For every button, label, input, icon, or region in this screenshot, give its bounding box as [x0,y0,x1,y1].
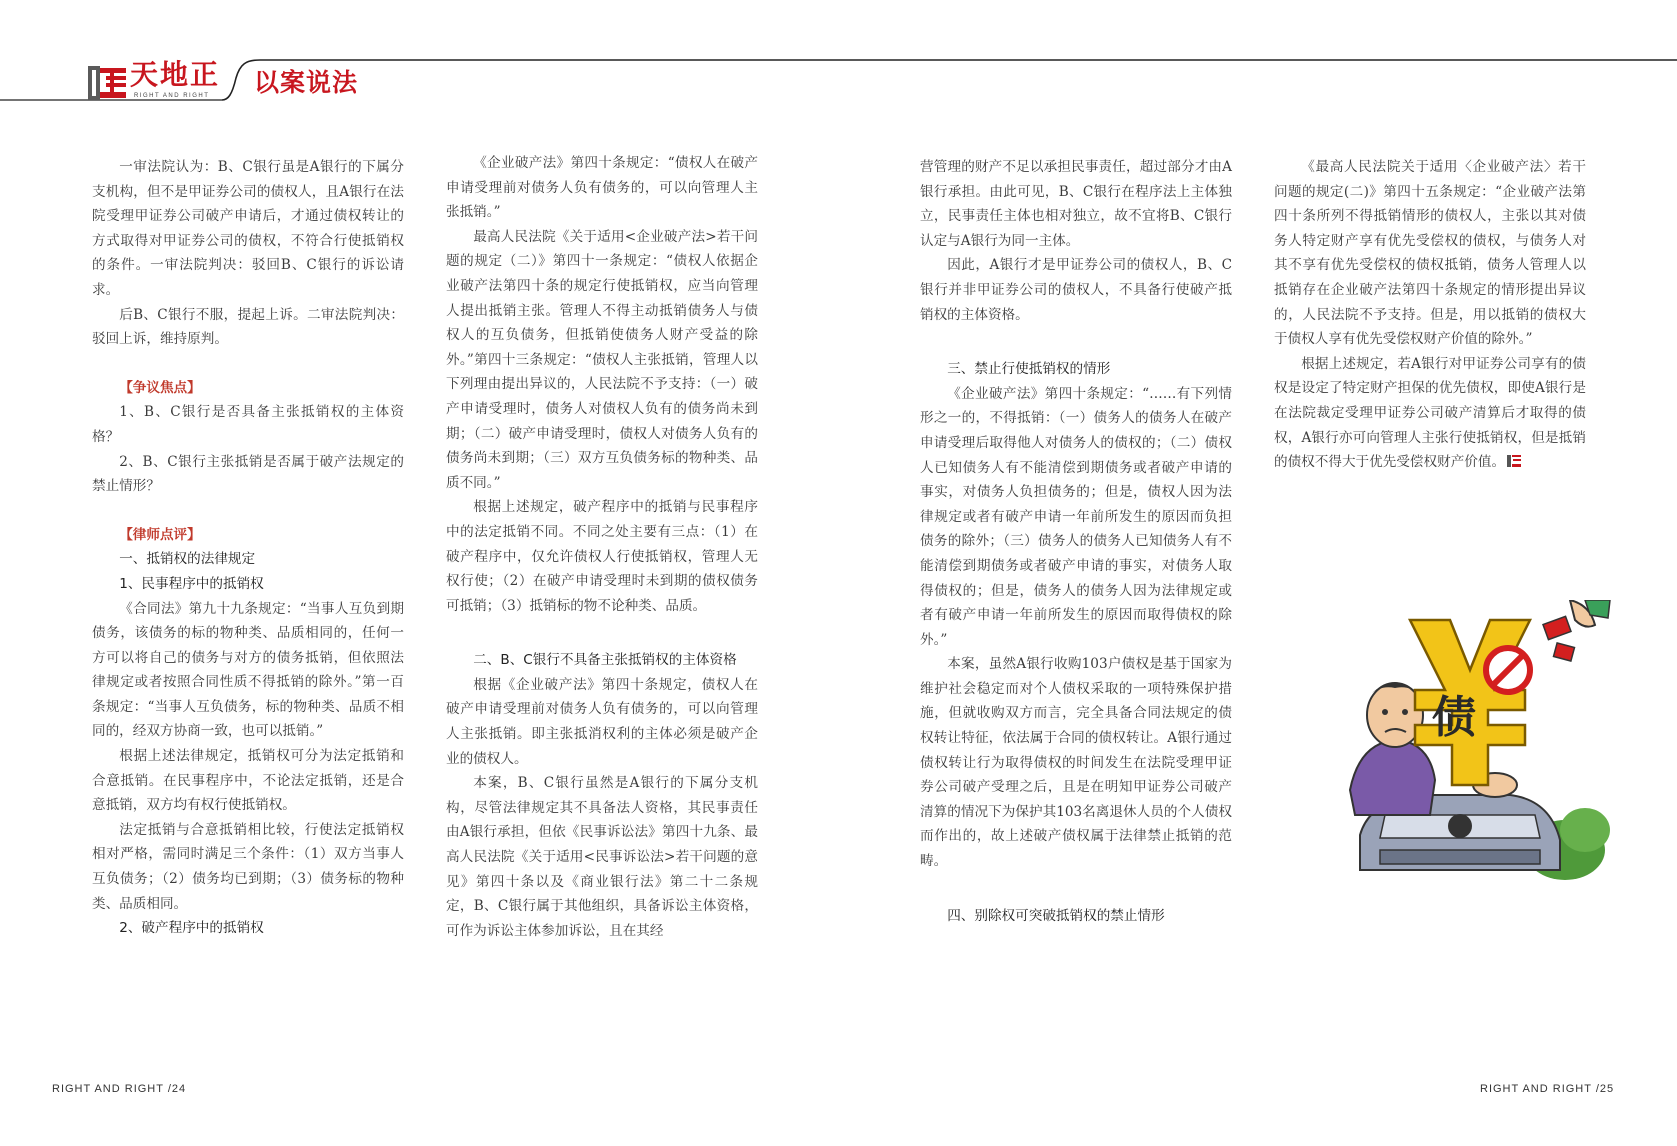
page-header [0,0,1677,120]
paragraph: 后B、C银行不服，提起上诉。二审法院判决：驳回上诉，维持原判。 [92,306,404,348]
paragraph: 《企业破产法》第四十条规定：“债权人在破产申请受理前对债务人负有债务的，可以向管理人主张抵销。” [446,155,758,221]
column-4 [1274,155,1586,475]
subheading: 二、B、C银行不具备主张抵销权的主体资格 [473,652,737,669]
paragraph: 根据《企业破产法》第四十条规定，债权人在破产申请受理前对债务人负有债务的，可以向管理人主张抵销。即主张抵消权利的主体必须是破产企业的债权人。 [446,676,758,767]
paragraph: 一审法院认为：B、C银行虽是A银行的下属分支机构，但不是甲证券公司的债权人，且A银行在法院受理甲证券公司破产申请后，才通过债权转让的方式取得对甲证券公司的债权，不符合行使抵销权的条件。一审法院判决：驳回B、C银行的诉讼请求。 [92,159,404,298]
subheading: 2、破产程序中的抵销权 [119,920,264,937]
paragraph-text: 根据上述规定，若A银行对甲证券公司享有的债权是设定了特定财产担保的优先债权，即使A银行是在法院裁定受理甲证券公司破产清算后才取得的债权，A银行亦可向管理人主张行使抵销权，但是抵销的债权不得大于优先受偿权财产价值。 [1274,355,1586,471]
illustration-glyph: 债 [1432,692,1476,743]
paragraph [1274,352,1586,475]
paragraph: 根据上述规定，破产程序中的抵销与民事程序中的法定抵销不同。不同之处主要有三点：（1）在破产程序中，仅允许债权人行使抵销权，管理人无权行使；（2）在破产申请受理时未到期的债权债务可抵销；（3）抵销标的物不论种类、品质。 [446,499,758,614]
logo-english: RIGHT AND RIGHT [134,93,210,99]
folio-right: RIGHT AND RIGHT /25 [1480,1083,1615,1095]
paragraph: 根据上述法律规定，抵销权可分为法定抵销和合意抵销。在民事程序中，不论法定抵销，还是合意抵销，双方均有权行使抵销权。 [92,748,404,814]
column-1 [92,155,404,941]
paragraph: 法定抵销与合意抵销相比较，行使法定抵销权相对严格，需同时满足三个条件：（1）双方当事人互负债务；（2）债务均已到期；（3）债务标的物种类、品质相同。 [92,821,404,912]
paragraph: 因此，A银行才是甲证券公司的债权人，B、C银行并非甲证券公司的债权人，不具备行使破产抵销权的主体资格。 [920,257,1232,323]
paragraph: 《合同法》第九十九条规定：“当事人互负到期债务，该债务的标的物种类、品质相同的，任何一方可以将自己的债务与对方的债务抵销，但依照法律规定或者按照合同性质不得抵销的除外。”第一百条规定：“当事人互负债务，标的物种类、品质不相同的，经双方协商一致，也可以抵销。” [92,600,404,740]
heading-dispute-focus: 【争议焦点】 [119,379,201,396]
paragraph: 最高人民法院《关于适用<企业破产法>若干问题的规定（二）》第四十一条规定：“债权人依据企业破产法第四十条的规定行使抵销权，应当向管理人提出抵销主张。管理人不得主动抵销债务人与债权人的互负债务，但抵销使债务人财产受益的除外。”第四十三条规定：“债权人主张抵销，管理人以下列理由提出异议的，人民法院不予支持：（一）破产申请受理时，债务人对债权人负有的债务尚未到期；（二）破产申请受理时，债权人对债务人负有的债务尚未到期；（三）双方互负债务标的物种类、品质不同。” [446,228,758,491]
section-title: 以案说法 [254,68,359,97]
heading-lawyer-review: 【律师点评】 [119,526,201,543]
folio-left: RIGHT AND RIGHT /24 [52,1083,187,1095]
subheading: 1、民事程序中的抵销权 [119,575,264,592]
column-3 [920,155,1232,928]
header-rule [0,0,1677,120]
subheading: 三、禁止行使抵销权的情形 [947,361,1111,378]
logo-mark-icon [88,66,128,100]
subheading: 一、抵销权的法律规定 [119,551,256,568]
paragraph: 《企业破产法》第四十条规定：“……有下列情形之一的，不得抵销：（一）债务人的债务人在破产申请受理后取得他人对债务人的债权的；（二）债权人已知债务人有不能清偿到期债务或者破产申请的事实，对债务人负担债务的；但是，债权人因为法律规定或者有破产申请一年前所发生的原因而负担债务的除外；（三）债务人的债务人已知债务人有不能清偿到期债务或者破产申请的事实，对债务人取得债权的；但是，债务人的债务人因为法律规定或者有破产申请一年前所发生的原因而取得债权的除外。” [920,385,1232,648]
debt-cartoon-illustration-icon [1340,600,1620,890]
paragraph: 本案，虽然A银行收购103户债权是基于国家为维护社会稳定而对个人债权采取的一项特殊保护措施，但就收购双方而言，完全具备合同法规定的债权转让特征，依法属于合同的债权转让。A银行通过债权转让行为取得债权的时间发生在法院受理甲证券公司破产受理之后，且是在明知甲证券公司破产清算的情况下为保护其103名离退休人员的个人债权而作出的，故上述破产债权属于法律禁止抵销的范畴。 [920,656,1232,870]
end-mark-icon [1507,455,1521,467]
column-2 [446,151,758,943]
logo-chinese: 天地正 [130,58,221,91]
subheading: 四、别除权可突破抵销权的禁止情形 [947,907,1165,924]
paragraph: 2、B、C银行主张抵销是否属于破产法规定的禁止情形？ [92,453,404,495]
paragraph: 《最高人民法院关于适用〈企业破产法〉若干问题的规定(二)》第四十五条规定：“企业破产法第四十条所列不得抵销情形的债权人，主张以其对债务人特定财产享有优先受偿权的债权，与债务人对其不享有优先受偿权的债权抵销，债务人管理人以抵销存在企业破产法第四十条规定的情形提出异议的，人民法院不予支持。但是，用以抵销的债权大于债权人享有优先受偿权财产价值的除外。” [1274,159,1586,348]
logo [130,58,220,100]
paragraph: 1、B、C银行是否具备主张抵销权的主体资格？ [92,404,404,445]
paragraph: 营管理的财产不足以承担民事责任，超过部分才由A银行承担。由此可见，B、C银行在程序法上主体独立，民事责任主体也相对独立，故不宜将B、C银行认定与A银行为同一主体。 [920,159,1232,249]
paragraph: 本案，B、C银行虽然是A银行的下属分支机构，尽管法律规定其不具备法人资格，其民事责任由A银行承担，但依《民事诉讼法》第四十九条、最高人民法院《关于适用<民事诉讼法>若干问题的意见》第四十条以及《商业银行法》第二十二条规定，B、C银行属于其他组织，具备诉讼主体资格，可作为诉讼主体参加诉讼，且在其经 [446,775,758,939]
